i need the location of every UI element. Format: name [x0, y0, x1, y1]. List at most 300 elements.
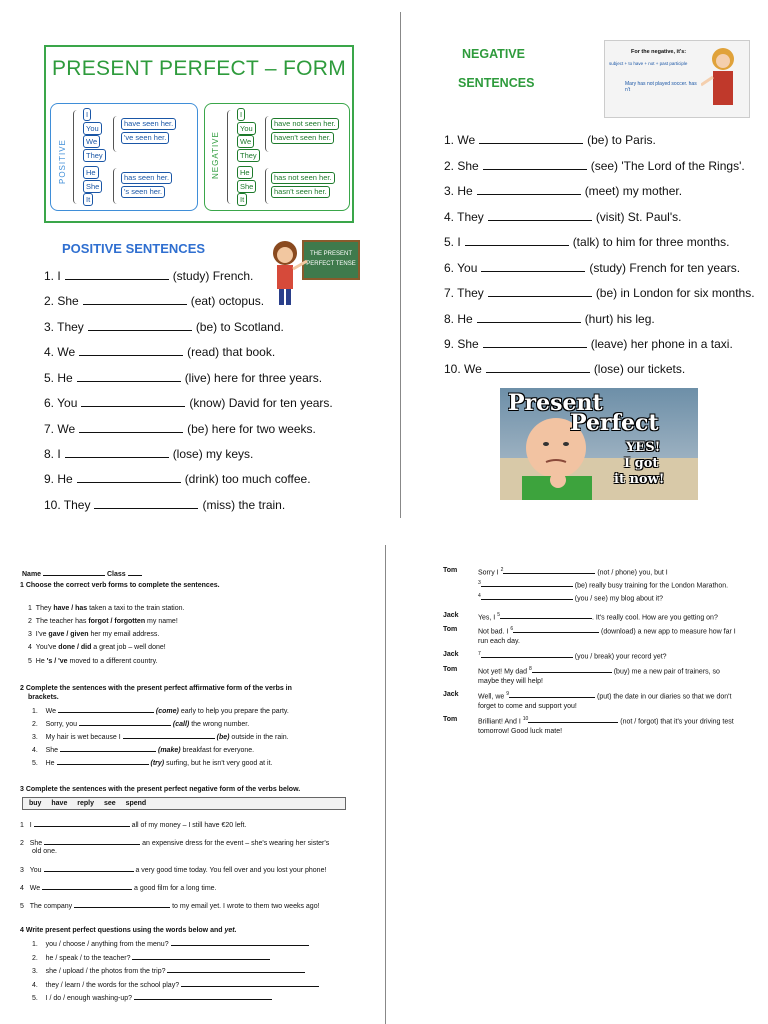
- item-number: 3.: [32, 968, 38, 975]
- answer-blank[interactable]: [65, 447, 169, 458]
- pronoun: We: [237, 135, 254, 148]
- prompt: (be) to Paris.: [587, 133, 656, 147]
- dialogue-line: [478, 651, 667, 660]
- positive-item-10: [44, 498, 285, 512]
- form-chart: [44, 45, 354, 223]
- gap-number: 3: [478, 580, 481, 586]
- item-number: 2.: [32, 721, 38, 728]
- gap-number: 7: [478, 651, 481, 657]
- item-number: 4: [20, 885, 24, 892]
- item-number: 3.: [32, 734, 38, 741]
- answer-blank[interactable]: [77, 371, 181, 382]
- answer-blank[interactable]: [477, 312, 581, 323]
- dialogue-line: [478, 593, 663, 602]
- answer-blank[interactable]: [509, 691, 595, 698]
- pronoun: I: [237, 108, 245, 121]
- subject: 6. You: [44, 396, 78, 410]
- item-text: He: [45, 760, 55, 767]
- answer-blank[interactable]: [528, 716, 618, 723]
- verb-options[interactable]: 's / 've: [46, 658, 68, 665]
- subject: 8. He: [444, 312, 473, 326]
- verb-form: have seen her.: [121, 118, 176, 130]
- item-text: I: [29, 822, 32, 829]
- answer-blank[interactable]: [132, 953, 270, 960]
- positive-panel: [50, 103, 198, 211]
- svg-text:THE PRESENT: THE PRESENT: [309, 251, 353, 257]
- pronoun-list-b: [237, 166, 256, 207]
- item-number: 4: [28, 644, 32, 651]
- answer-blank[interactable]: [83, 294, 187, 305]
- bottom-vertical-divider: [385, 545, 386, 1024]
- section-2-title-line1: 2 Complete the sentences with the present perfect affirmative form of the verbs in: [20, 685, 292, 692]
- prompt: (eat) octopus.: [190, 294, 265, 308]
- section-2-title-line2: brackets.: [28, 694, 59, 701]
- item-text: breakfast for everyone.: [182, 747, 255, 754]
- answer-blank[interactable]: [481, 593, 573, 600]
- item-text: all of my money – I still have €20 left.: [131, 822, 247, 829]
- s3-item: [20, 865, 326, 874]
- subject: 5. I: [444, 235, 461, 249]
- item-text: moved to a different country.: [67, 658, 158, 665]
- dialogue-text: Sorry I: [478, 569, 499, 577]
- pronoun: You: [237, 122, 256, 135]
- answer-blank[interactable]: [500, 612, 592, 619]
- item-text: early to help you prepare the party.: [180, 708, 289, 715]
- word-bank: buy have reply see spend: [22, 797, 346, 810]
- dialogue-text: (download) a new app to measure how far I: [601, 628, 736, 636]
- verb-form: has seen her.: [121, 172, 172, 184]
- teacher-cartoon-image: [265, 233, 360, 308]
- card-formula: subject + to have + not + past participle: [609, 61, 688, 66]
- negative-panel: [204, 103, 350, 211]
- gap-number: 4: [478, 593, 481, 599]
- subject: 4. We: [44, 345, 76, 359]
- answer-blank[interactable]: [486, 362, 590, 373]
- pronoun-list-a: [237, 108, 260, 162]
- item-text: a good film for a long time.: [134, 885, 217, 892]
- answer-blank[interactable]: [134, 993, 272, 1000]
- prompt: (read) that book.: [187, 345, 276, 359]
- pronoun: He: [237, 166, 253, 179]
- verb-form: 's seen her.: [121, 186, 165, 198]
- dialogue-line: [478, 691, 731, 700]
- answer-blank[interactable]: [81, 396, 185, 407]
- s1-item: [28, 644, 166, 651]
- prompt: (meet) my mother.: [584, 184, 683, 198]
- s2-item: [32, 706, 289, 715]
- positive-item-5: [44, 371, 322, 385]
- negative-item-8: [444, 312, 655, 326]
- gap-number: 2: [500, 567, 504, 573]
- dialogue-text: . It's really cool. How are you getting on?: [592, 614, 718, 622]
- positive-label: POSITIVE: [58, 139, 67, 184]
- dialogue-line: [478, 567, 668, 576]
- item-text: The teacher has: [35, 618, 89, 625]
- s3-item: [20, 838, 329, 847]
- answer-blank[interactable]: [483, 159, 587, 170]
- subject: 8. I: [44, 447, 61, 461]
- section-4-title-text: 4 Write present perfect questions using the words below and: [20, 927, 223, 934]
- speaker: Tom: [443, 716, 458, 723]
- s4-item: [32, 993, 272, 1002]
- gap-number: 5: [497, 612, 500, 618]
- gap-number: 8: [528, 666, 532, 672]
- verb-form: hasn't seen her.: [271, 186, 330, 198]
- brace: [227, 110, 234, 204]
- prompt: (hurt) his leg.: [584, 312, 655, 326]
- negative-item-1: [444, 133, 656, 147]
- answer-blank[interactable]: [513, 626, 599, 633]
- answer-blank[interactable]: [42, 883, 132, 890]
- item-text: My hair is wet because I: [45, 734, 121, 741]
- negative-item-5: [444, 235, 729, 249]
- answer-blank[interactable]: [171, 939, 309, 946]
- s1-item: [28, 658, 158, 665]
- s4-item: [32, 939, 309, 948]
- dialogue-line: [478, 716, 734, 725]
- answer-blank[interactable]: [34, 820, 130, 827]
- top-vertical-divider: [400, 12, 401, 518]
- s3-item: [20, 820, 246, 829]
- prompt: (leave) her phone in a taxi.: [590, 337, 733, 351]
- speaker: Tom: [443, 626, 458, 633]
- verb-cue: (be): [216, 734, 230, 741]
- item-text: her my email address.: [88, 631, 160, 638]
- name-class-line: [22, 569, 142, 578]
- negative-item-2: [444, 159, 745, 173]
- answer-blank[interactable]: [65, 269, 169, 280]
- dialogue-text: Not bad. I: [478, 628, 509, 636]
- verb-options[interactable]: have / has: [53, 605, 88, 612]
- item-text: taken a taxi to the train station.: [87, 605, 185, 612]
- name-label: Name: [22, 571, 42, 578]
- item-text: She: [29, 840, 43, 847]
- item-text: You've: [35, 644, 59, 651]
- dialogue-text: (you / break) your record yet?: [574, 653, 667, 661]
- section-4-title: [20, 927, 237, 934]
- subject: 3. He: [444, 184, 473, 198]
- dialogue-text: (be) really busy training for the London Marathon.: [574, 582, 729, 590]
- answer-blank[interactable]: [79, 345, 183, 356]
- item-number: 4.: [32, 747, 38, 754]
- item-number: 1.: [32, 708, 38, 715]
- negative-label: NEGATIVE: [211, 131, 220, 179]
- dialogue-text: (you / see) my blog about it?: [574, 595, 664, 603]
- item-text: my name!: [145, 618, 178, 625]
- positive-item-9: [44, 472, 311, 486]
- dialogue-text: Not yet! My dad: [478, 668, 528, 676]
- prompt: (see) 'The Lord of the Rings'.: [590, 159, 745, 173]
- positive-verbs-a: [121, 118, 176, 146]
- item-number: 5.: [32, 760, 38, 767]
- teacher-woman-image: [701, 45, 747, 115]
- class-field[interactable]: [128, 569, 142, 576]
- verb-form: has not seen her.: [271, 172, 335, 184]
- item-text: an expensive dress for the event – she's wearing her sister's: [142, 840, 330, 847]
- s4-item: [32, 980, 319, 989]
- brace: [73, 110, 80, 204]
- positive-verbs-b: [121, 172, 172, 200]
- subject: 1. I: [44, 269, 61, 283]
- speaker: Jack: [443, 691, 459, 698]
- answer-blank[interactable]: [60, 745, 156, 752]
- s3-item-continuation: old one.: [32, 848, 57, 855]
- pronoun: I: [83, 108, 91, 121]
- answer-blank[interactable]: [481, 651, 573, 658]
- item-text: We: [29, 885, 41, 892]
- item-text: I've: [35, 631, 49, 638]
- speaker: Tom: [443, 666, 458, 673]
- prompt: (be) to Scotland.: [195, 320, 284, 334]
- answer-blank[interactable]: [167, 966, 305, 973]
- dialogue-text: Yes, I: [478, 614, 496, 622]
- item-number: 2: [20, 840, 24, 847]
- positive-item-2: [44, 294, 264, 308]
- positive-item-7: [44, 422, 316, 436]
- s4-item: [32, 966, 305, 975]
- answer-blank[interactable]: [58, 706, 154, 713]
- s1-item: [28, 605, 184, 612]
- item-text: a great job – well done!: [91, 644, 166, 651]
- verb-cue: (call): [172, 721, 190, 728]
- s2-item: [32, 732, 289, 741]
- item-text: a very good time today. You fell over and you lost your phone!: [135, 867, 327, 874]
- negative-item-7: [444, 286, 755, 300]
- s3-item: [20, 883, 217, 892]
- positive-item-4: [44, 345, 275, 359]
- item-text: He: [35, 658, 47, 665]
- meme-line-3: YES!: [626, 440, 661, 455]
- prompt: (talk) to him for three months.: [572, 235, 730, 249]
- pronoun: They: [83, 149, 106, 162]
- item-text: they / learn / the words for the school play?: [45, 982, 180, 989]
- item-number: 1: [28, 605, 32, 612]
- answer-blank[interactable]: [123, 732, 215, 739]
- item-number: 3: [28, 631, 32, 638]
- negative-item-6: [444, 261, 740, 275]
- name-field[interactable]: [43, 569, 105, 576]
- dialogue-text: (not / phone) you, but I: [597, 569, 668, 577]
- dialogue-line: run each day.: [478, 638, 520, 645]
- card-title: For the negative, it's:: [631, 49, 687, 55]
- subject: 2. She: [44, 294, 79, 308]
- answer-blank[interactable]: [77, 472, 181, 483]
- dialogue-line: [478, 612, 718, 621]
- card-example: Mary has not played soccer. has n't: [625, 81, 697, 93]
- answer-blank[interactable]: [44, 838, 140, 845]
- gap-number: 6: [510, 626, 514, 632]
- negative-item-4: [444, 210, 681, 224]
- item-text: outside in the rain.: [231, 734, 289, 741]
- answer-blank[interactable]: [44, 865, 134, 872]
- subject: 6. You: [444, 261, 478, 275]
- item-number: 1.: [32, 941, 38, 948]
- item-text: surfing, but he isn't very good at it.: [166, 760, 273, 767]
- prompt: (visit) St. Paul's.: [595, 210, 682, 224]
- item-text: to my email yet. I wrote to them two weeks ago!: [172, 903, 320, 910]
- form-title: PRESENT PERFECT – FORM: [51, 57, 347, 80]
- pronoun: It: [237, 193, 247, 206]
- negative-heading-line2: SENTENCES: [458, 76, 535, 90]
- subject: 9. She: [444, 337, 479, 351]
- positive-item-1: [44, 269, 253, 283]
- speaker: Tom: [443, 567, 458, 574]
- verb-form: have not seen her.: [271, 118, 339, 130]
- negative-item-10: [444, 362, 685, 376]
- negative-item-3: [444, 184, 682, 198]
- pronoun: She: [83, 180, 102, 193]
- s1-item: [28, 618, 178, 625]
- verb-options[interactable]: forgot / forgotten: [88, 618, 146, 625]
- dialogue-text: Brilliant! And I: [478, 718, 521, 726]
- positive-item-3: [44, 320, 284, 334]
- negative-verbs-b: [271, 172, 335, 200]
- item-text: They: [35, 605, 54, 612]
- verb-form: 've seen her.: [121, 132, 169, 144]
- subject: 10. We: [444, 362, 482, 376]
- section-1-title: 1 Choose the correct verb forms to complete the sentences.: [20, 582, 220, 589]
- meme-line-1: Present: [508, 390, 603, 416]
- pronoun: It: [83, 193, 93, 206]
- dialogue-line: tomorrow! Good luck mate!: [478, 728, 563, 735]
- section-3-title: 3 Complete the sentences with the present perfect negative form of the verbs below.: [20, 786, 301, 793]
- prompt: (lose) my keys.: [172, 447, 254, 461]
- answer-blank[interactable]: [479, 133, 583, 144]
- answer-blank[interactable]: [181, 980, 319, 987]
- verb-form: haven't seen her.: [271, 132, 334, 144]
- s2-item: [32, 745, 254, 754]
- subject: 9. He: [44, 472, 73, 486]
- positive-item-8: [44, 447, 253, 461]
- dialogue-text: (put) the date in our diaries so that we don't: [597, 693, 732, 701]
- pronoun-list-a: [83, 108, 106, 162]
- item-text: she / upload / the photos from the trip?: [45, 968, 166, 975]
- item-text: he / speak / to the teacher?: [45, 955, 131, 962]
- subject: 10. They: [44, 498, 91, 512]
- answer-blank[interactable]: [500, 567, 595, 574]
- item-text: She: [45, 747, 59, 754]
- gap-number: 10: [522, 716, 529, 722]
- answer-blank[interactable]: [488, 210, 592, 221]
- negative-heading-line1: NEGATIVE: [462, 47, 525, 61]
- item-number: 1: [20, 822, 24, 829]
- dialogue-line: maybe they will help!: [478, 678, 543, 685]
- answer-blank[interactable]: [74, 901, 170, 908]
- pronoun: We: [83, 135, 100, 148]
- dialogue-line: [478, 666, 720, 675]
- s4-item: [32, 953, 270, 962]
- subject: 5. He: [44, 371, 73, 385]
- subject: 4. They: [444, 210, 484, 224]
- negative-verbs-a: [271, 118, 339, 146]
- prompt: (lose) our tickets.: [593, 362, 686, 376]
- speaker: Jack: [443, 651, 459, 658]
- dialogue-line: forget to come and support you!: [478, 703, 577, 710]
- pronoun: She: [237, 180, 256, 193]
- verb-cue: (make): [158, 747, 181, 754]
- answer-blank[interactable]: [477, 184, 581, 195]
- dialogue-text: (buy) me a new pair of trainers, so: [613, 668, 720, 676]
- brace: [113, 116, 120, 152]
- answer-blank[interactable]: [481, 261, 585, 272]
- subject: 3. They: [44, 320, 84, 334]
- s2-item: [32, 719, 249, 728]
- dialogue-line: [478, 580, 728, 589]
- item-text: the wrong number.: [191, 721, 250, 728]
- answer-blank[interactable]: [465, 235, 569, 246]
- answer-blank[interactable]: [532, 666, 612, 673]
- subject: 1. We: [444, 133, 476, 147]
- pronoun-list-b: [83, 166, 102, 207]
- dialogue-text: (not / forgot) that it's your driving test: [620, 718, 734, 726]
- pronoun: They: [237, 149, 260, 162]
- subject: 7. They: [444, 286, 484, 300]
- item-number: 2: [28, 618, 32, 625]
- verb-options[interactable]: gave / given: [48, 631, 89, 638]
- s3-item: [20, 901, 320, 910]
- s1-item: [28, 631, 159, 638]
- answer-blank[interactable]: [94, 498, 198, 509]
- item-text: The company: [29, 903, 73, 910]
- verb-cue: (try): [150, 760, 165, 767]
- answer-blank[interactable]: [57, 758, 149, 765]
- speaker: Jack: [443, 612, 459, 619]
- item-number: 5.: [32, 995, 38, 1002]
- answer-blank[interactable]: [88, 320, 192, 331]
- gap-number: 9: [506, 691, 510, 697]
- meme-line-5: it now!: [614, 472, 665, 487]
- prompt: (know) David for ten years.: [189, 396, 333, 410]
- brace: [113, 168, 120, 204]
- success-kid-meme-image: [500, 388, 698, 500]
- svg-text:PERFECT TENSE: PERFECT TENSE: [306, 261, 356, 267]
- item-text: I / do / enough washing-up?: [45, 995, 133, 1002]
- dialogue-text: Well, we: [478, 693, 505, 701]
- item-text: We: [45, 708, 56, 715]
- answer-blank[interactable]: [481, 580, 573, 587]
- negative-item-9: [444, 337, 733, 351]
- answer-blank[interactable]: [483, 337, 587, 348]
- prompt: (study) French.: [172, 269, 254, 283]
- item-number: 3: [20, 867, 24, 874]
- s2-item: [32, 758, 272, 767]
- verb-options[interactable]: done / did: [58, 644, 92, 651]
- class-label: Class: [106, 571, 126, 578]
- pronoun: You: [83, 122, 102, 135]
- subject: 2. She: [444, 159, 479, 173]
- item-number: 5: [28, 658, 32, 665]
- answer-blank[interactable]: [79, 719, 171, 726]
- item-text: Sorry, you: [45, 721, 78, 728]
- item-number: 2.: [32, 955, 38, 962]
- prompt: (drink) too much coffee.: [184, 472, 311, 486]
- answer-blank[interactable]: [488, 286, 592, 297]
- verb-cue: (come): [155, 708, 179, 715]
- negative-rule-card: [604, 40, 750, 118]
- pronoun: He: [83, 166, 99, 179]
- prompt: (live) here for three years.: [184, 371, 323, 385]
- positive-heading: POSITIVE SENTENCES: [62, 241, 206, 256]
- subject: 7. We: [44, 422, 76, 436]
- item-text: you / choose / anything from the menu?: [45, 941, 169, 948]
- dialogue-line: [478, 626, 736, 635]
- answer-blank[interactable]: [79, 422, 183, 433]
- prompt: (study) French for ten years.: [589, 261, 741, 275]
- item-text: You: [29, 867, 42, 874]
- prompt: (be) here for two weeks.: [187, 422, 316, 436]
- section-4-title-yet: yet.: [224, 927, 237, 934]
- prompt: (be) in London for six months.: [595, 286, 755, 300]
